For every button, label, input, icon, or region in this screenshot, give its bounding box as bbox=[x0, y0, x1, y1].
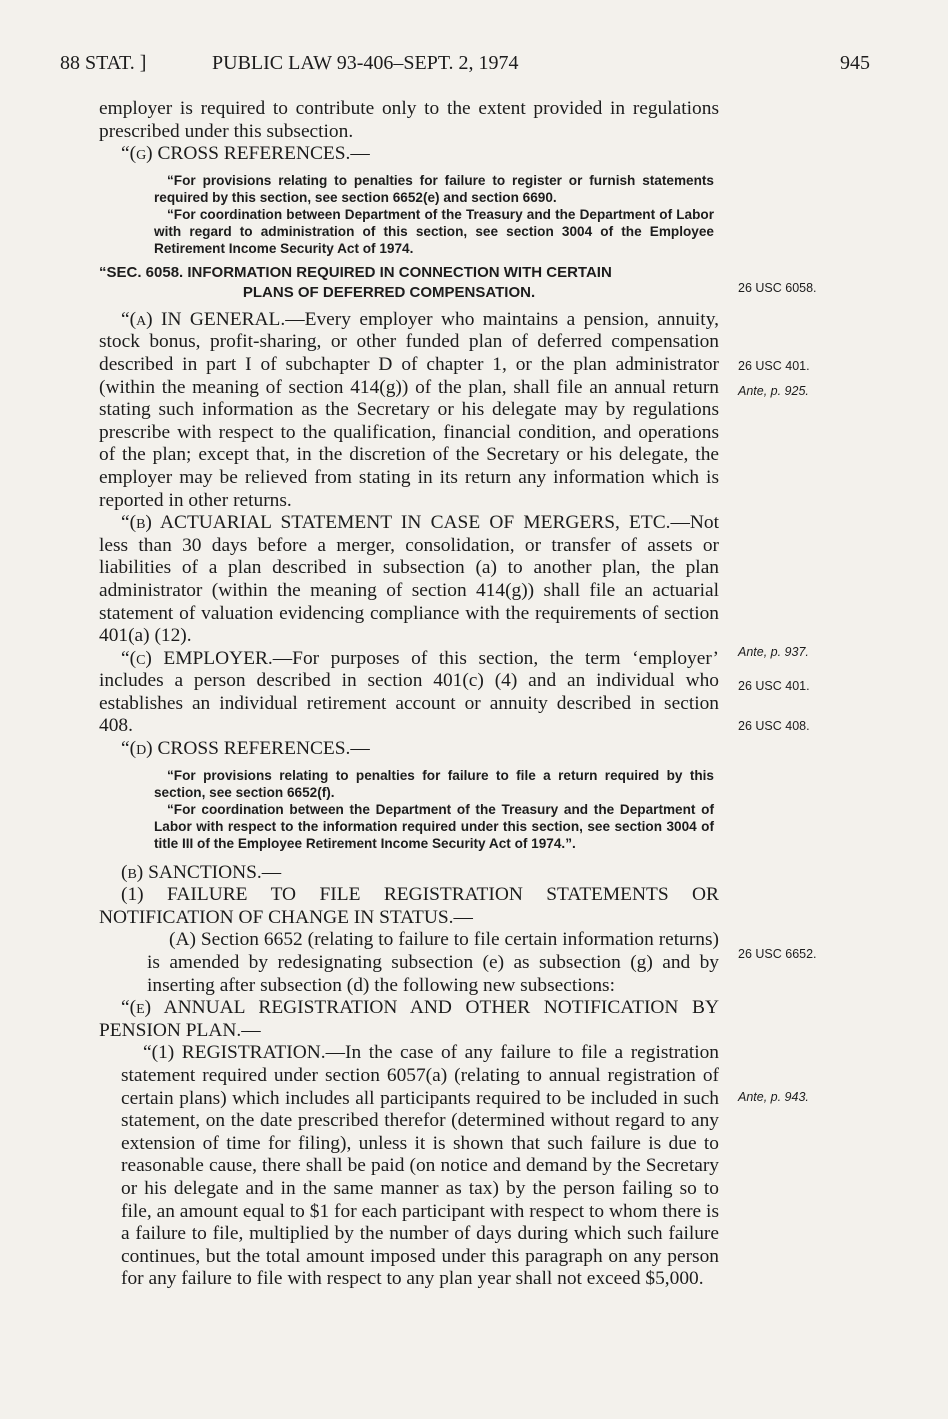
registration-paragraph bbox=[121, 1042, 719, 1291]
cross-reference-note: “For provisions relating to penalties for failure to file a return required by this section, see section 6652(f). bbox=[154, 767, 714, 800]
subsection-g-heading-text: “(g) CROSS REFERENCES.— bbox=[121, 143, 370, 165]
header-page-number: 945 bbox=[840, 52, 870, 74]
subsection-e-heading-text: “(e) ANNUAL REGISTRATION AND OTHER NOTIFICATION BY PENSION PLAN.— bbox=[99, 997, 719, 1041]
subsection-c-label: “(c) EMPLOYER.— bbox=[121, 647, 293, 669]
margin-note: Ante, p. 937. bbox=[738, 645, 809, 659]
subsection-c bbox=[99, 648, 719, 738]
margin-note: 26 USC 408. bbox=[738, 719, 810, 733]
registration-text: In the case of any failure to file a registration statement required under section 6057(a) (relating to annual registration of certain plans) which includes all participants required to be included in such statement, on the date prescribed therefor (determined without regard to any extension of time for filing), unless it is shown that such failure is due to reasonable cause, there shall be paid (on notice and demand by the Secretary or his delegate and in the same manner as tax) by the person failing so to file, an amount equal to $1 for each participant with respect to whom there is a failure to file, multiplied by the number of days during which such failure continues, but the total amount imposed under this paragraph on any person for any failure to file with respect to any plan year shall not exceed $5,000. bbox=[121, 1042, 720, 1290]
continuation-paragraph: employer is required to contribute only to the extent provided in regulations prescribed under this subsection. bbox=[99, 98, 719, 142]
subsection-e-heading bbox=[99, 997, 719, 1042]
cross-reference-note: “For provisions relating to penalties for failure to register or furnish statements required by this section, see section 6652(e) and section 6690. bbox=[154, 172, 714, 205]
margin-note: Ante, p. 943. bbox=[738, 1090, 809, 1104]
subsection-a-label: “(a) IN GENERAL.— bbox=[121, 308, 305, 330]
paragraph-1-heading-text: (1) FAILURE TO FILE REGISTRATION STATEMENTS OR NOTIFICATION OF CHANGE IN STATUS.— bbox=[99, 884, 719, 928]
paragraph-1-heading bbox=[99, 884, 719, 929]
subsection-d-heading-text: “(d) CROSS REFERENCES.— bbox=[121, 738, 370, 760]
subsection-a bbox=[99, 309, 719, 512]
section-title-line-1: “SEC. 6058. INFORMATION REQUIRED IN CONNECTION WITH CERTAIN bbox=[99, 263, 612, 281]
margin-note: 26 USC 401. bbox=[738, 679, 810, 693]
margin-note: 26 USC 401. bbox=[738, 359, 810, 373]
cross-reference-note: “For coordination between Department of the Treasury and the Department of Labor with regard to administration of this section, see section 3004 of the Employee Retirement Income Security Act of 1974. bbox=[154, 206, 714, 256]
subparagraph-A: (A) Section 6652 (relating to failure to file certain information returns) is amended by redesignating subsection (e) as subsection (g) and by inserting after subsection (d) the following new subsections: bbox=[147, 929, 719, 996]
subsection-b bbox=[99, 512, 719, 648]
sanctions-heading-text: (b) SANCTIONS.— bbox=[121, 861, 282, 883]
margin-note: 26 USC 6652. bbox=[738, 947, 817, 961]
section-title-line-2: PLANS OF DEFERRED COMPENSATION. bbox=[242, 283, 536, 301]
subsection-b-text: Not less than 30 days before a merger, consolidation, or transfer of assets or liabilities of a plan described in subsection (a) to another plan, the plan administrator (within the meaning of section 414(g)) shall file an actuarial statement of valuation evidencing compliance with the requirements of section 401(a) (12). bbox=[99, 512, 719, 647]
margin-note: 26 USC 6058. bbox=[738, 281, 817, 295]
sanctions-heading bbox=[99, 862, 719, 885]
main-text bbox=[99, 98, 719, 1291]
header-stat: 88 STAT. ] bbox=[60, 52, 147, 74]
subsection-b-label: “(b) ACTUARIAL STATEMENT IN CASE OF MERGERS, ETC.— bbox=[121, 512, 690, 534]
header-title: PUBLIC LAW 93-406–SEPT. 2, 1974 bbox=[212, 52, 519, 74]
cross-reference-note: “For coordination between the Department of the Treasury and the Department of Labor with respect to the information required under this section, see section 3004 of title III of the Employee Retirement Income Security Act of 1974.”. bbox=[154, 801, 714, 851]
subsection-d-heading bbox=[99, 738, 719, 761]
margin-note: Ante, p. 925. bbox=[738, 384, 809, 398]
section-6058-title bbox=[99, 263, 719, 303]
subsection-g-heading bbox=[99, 143, 719, 166]
subsection-c-text: For purposes of this section, the term ‘employer’ includes a person described in section 401(c) (4) and an individual who establishes an individual retirement account or annuity described in section 408. bbox=[99, 647, 719, 737]
subsection-a-text: Every employer who maintains a pension, annuity, stock bonus, profit-sharing, or other funded plan of deferred compensation described in part I of subchapter D of chapter 1, or the plan administrator (within the meaning of section 414(g)) of the plan, shall file an annual return stating such information as the Secretary or his delegate may by regulations prescribe with respect to the qualification, financial condition, and operations of the plan; except that, in the discretion of the Secretary or his delegate, the employer may be relieved from stating in its return any information which is reported in other returns. bbox=[99, 308, 719, 511]
registration-label: “(1) REGISTRATION.— bbox=[143, 1042, 345, 1064]
